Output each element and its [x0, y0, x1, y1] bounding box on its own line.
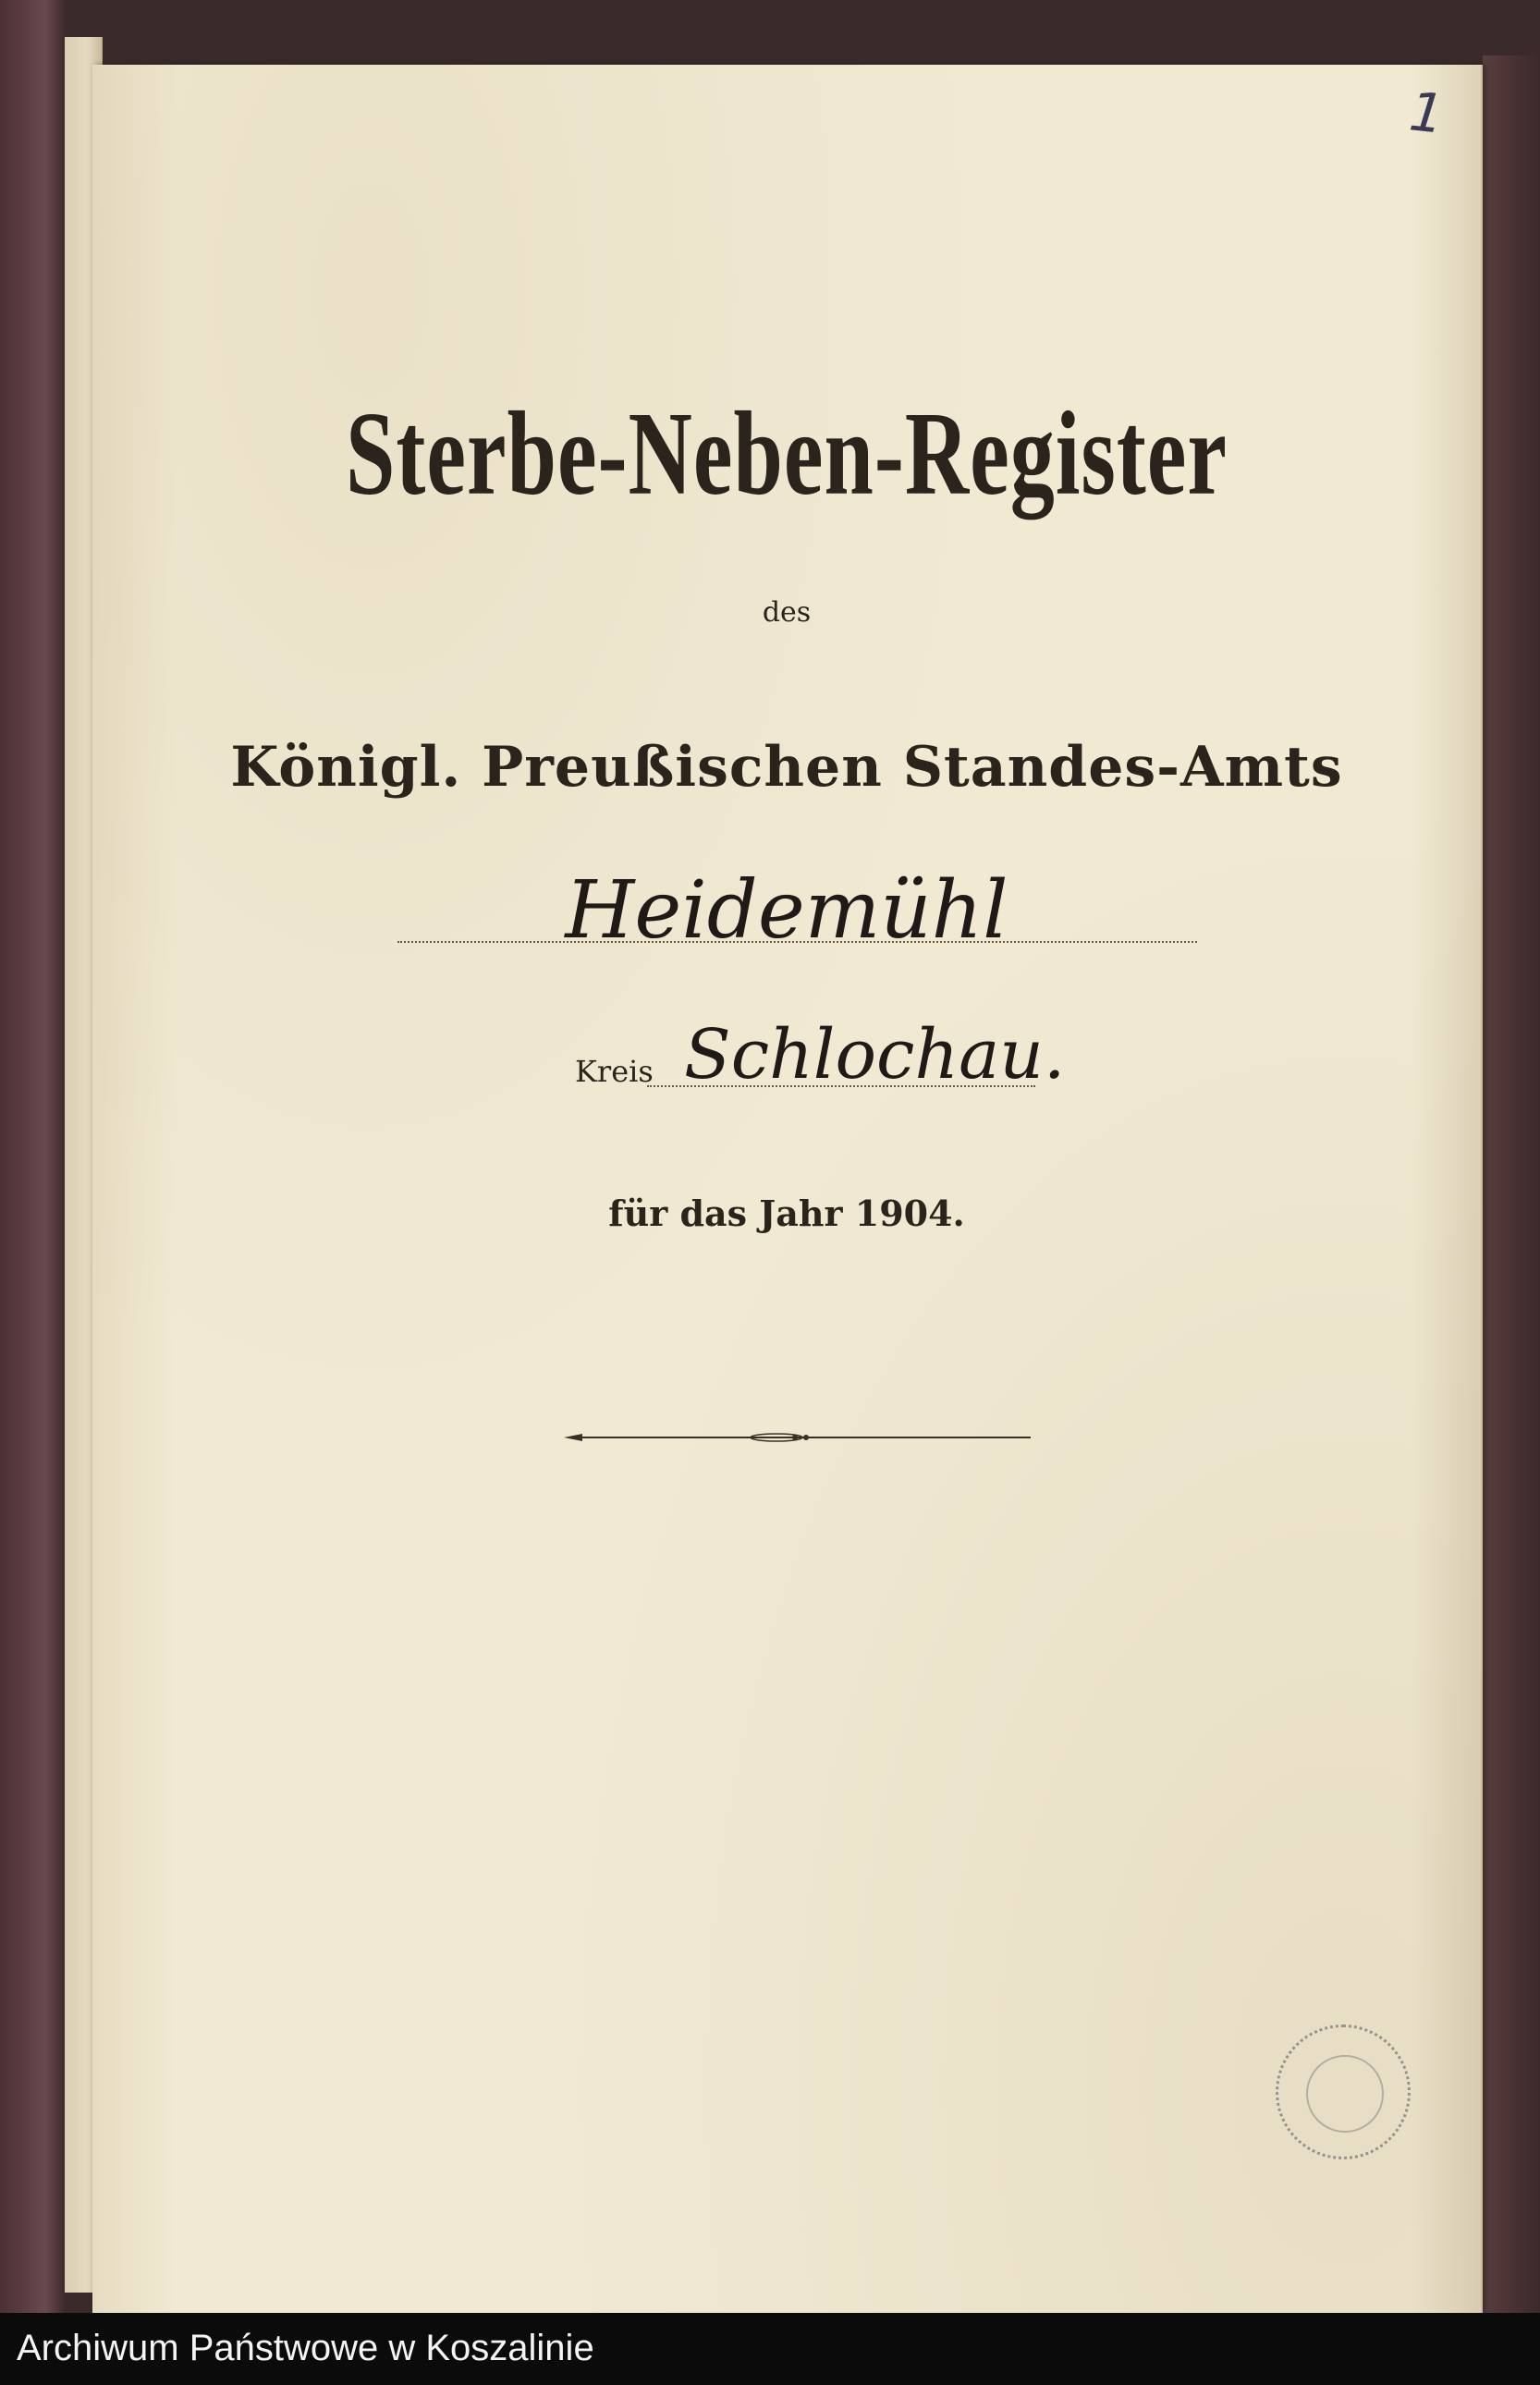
archive-stamp-inner — [1306, 2055, 1384, 2133]
book-spine — [0, 0, 65, 2320]
kreis-value-handwritten: Schlochau. — [684, 1015, 1066, 1095]
ornament-divider — [564, 1428, 1031, 1447]
book-cover-edge — [1483, 55, 1540, 2320]
place-dotted-line — [397, 941, 1197, 943]
connector-word: des — [762, 596, 812, 629]
archive-name: Archiwum Państwowe w Koszalinie — [17, 2328, 594, 2368]
footer-bar — [0, 2313, 1540, 2385]
kreis-dotted-line — [647, 1085, 1035, 1087]
office-heading: Königl. Preußischen Standes-Amts — [230, 735, 1343, 800]
year-line: für das Jahr 1904. — [608, 1192, 965, 1234]
archive-stamp — [1276, 2024, 1411, 2159]
kreis-label: Kreis — [575, 1054, 654, 1089]
register-title: Sterbe-Neben-Register — [346, 385, 1228, 520]
place-name-handwritten: Heidemühl — [565, 864, 1008, 957]
page-number: 1 — [1406, 80, 1448, 146]
